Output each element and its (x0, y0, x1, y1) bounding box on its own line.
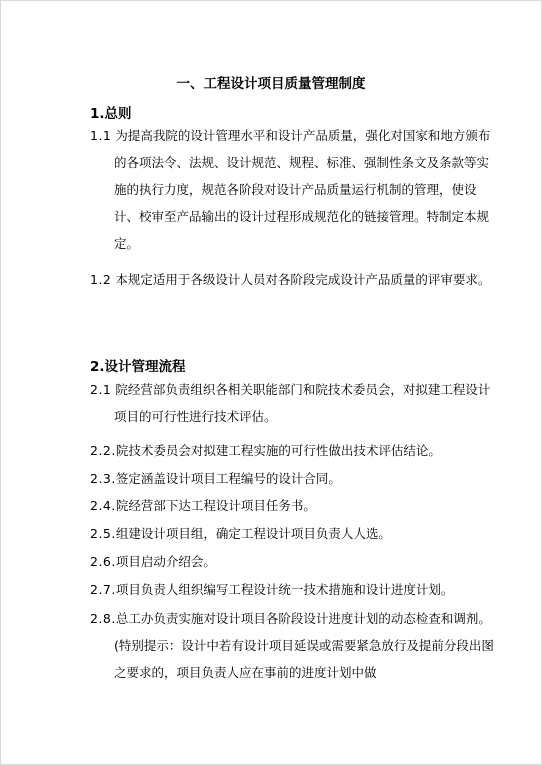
clause-number: 1.2 (90, 272, 112, 287)
clause-number: 2.2. (90, 443, 116, 458)
clause-text: 项目负责人组织编写工程设计统一技术措施和设计进度计划。 (115, 582, 454, 597)
clause-2-5 (90, 520, 470, 547)
clause-text: 总工办负责实施对设计项目各阶段设计进度计划的动态检查和调剂。(特别提示：设计中若有设计项目延误或需要紧急放行及提前分段出图之要求的，项目负责人应在事前的进度计划中做 (114, 611, 494, 680)
clause-1-2 (90, 266, 494, 293)
clause-number: 2.3. (90, 471, 116, 486)
clause-text: 院经营部下达工程设计项目任务书。 (115, 498, 316, 513)
clause-number: 2.7. (90, 582, 116, 597)
clause-2-7 (90, 576, 470, 603)
clause-number: 2.4. (90, 498, 116, 513)
clause-text: 项目启动介绍会。 (115, 554, 216, 569)
section-heading-general: 1.总则 (90, 106, 132, 122)
clause-2-2 (90, 437, 470, 464)
clause-number: 2.8. (90, 611, 116, 626)
clause-text: 院技术委员会对拟建工程实施的可行性做出技术评估结论。 (115, 443, 441, 458)
clause-2-3 (90, 465, 470, 492)
clause-text: 组建设计项目组，确定工程设计项目负责人人选。 (115, 526, 391, 541)
clause-text: 签定涵盖设计项目工程编号的设计合同。 (115, 471, 341, 486)
clause-2-8 (90, 605, 494, 686)
clause-text: 院经营部负责组织各相关职能部门和院技术委员会，对拟建工程设计项目的可行性进行技术评估。 (114, 382, 491, 424)
clause-number: 1.1 (90, 128, 112, 143)
clause-text: 为提高我院的设计管理水平和设计产品质量，强化对国家和地方颁布的各项法令、法规、设计规范、规程、标准、强制性条文及条款等实施的执行力度，规范各阶段对设计产品质量运行机制的管理，使设计、校审至产品输出的设计过程形成规范化的链接管理。特制定本规定。 (114, 128, 491, 251)
clause-2-1 (90, 376, 494, 430)
clause-number: 2.5. (90, 526, 116, 541)
document-title: 一、工程设计项目质量管理制度 (176, 76, 366, 92)
clause-2-6 (90, 548, 470, 575)
clause-number: 2.1 (90, 382, 112, 397)
clause-text: 本规定适用于各级设计人员对各阶段完成设计产品质量的评审要求。 (115, 272, 491, 287)
clause-1-1 (90, 122, 494, 257)
clause-number: 2.6. (90, 554, 116, 569)
section-heading-process: 2.设计管理流程 (90, 359, 186, 375)
clause-2-4 (90, 492, 470, 519)
